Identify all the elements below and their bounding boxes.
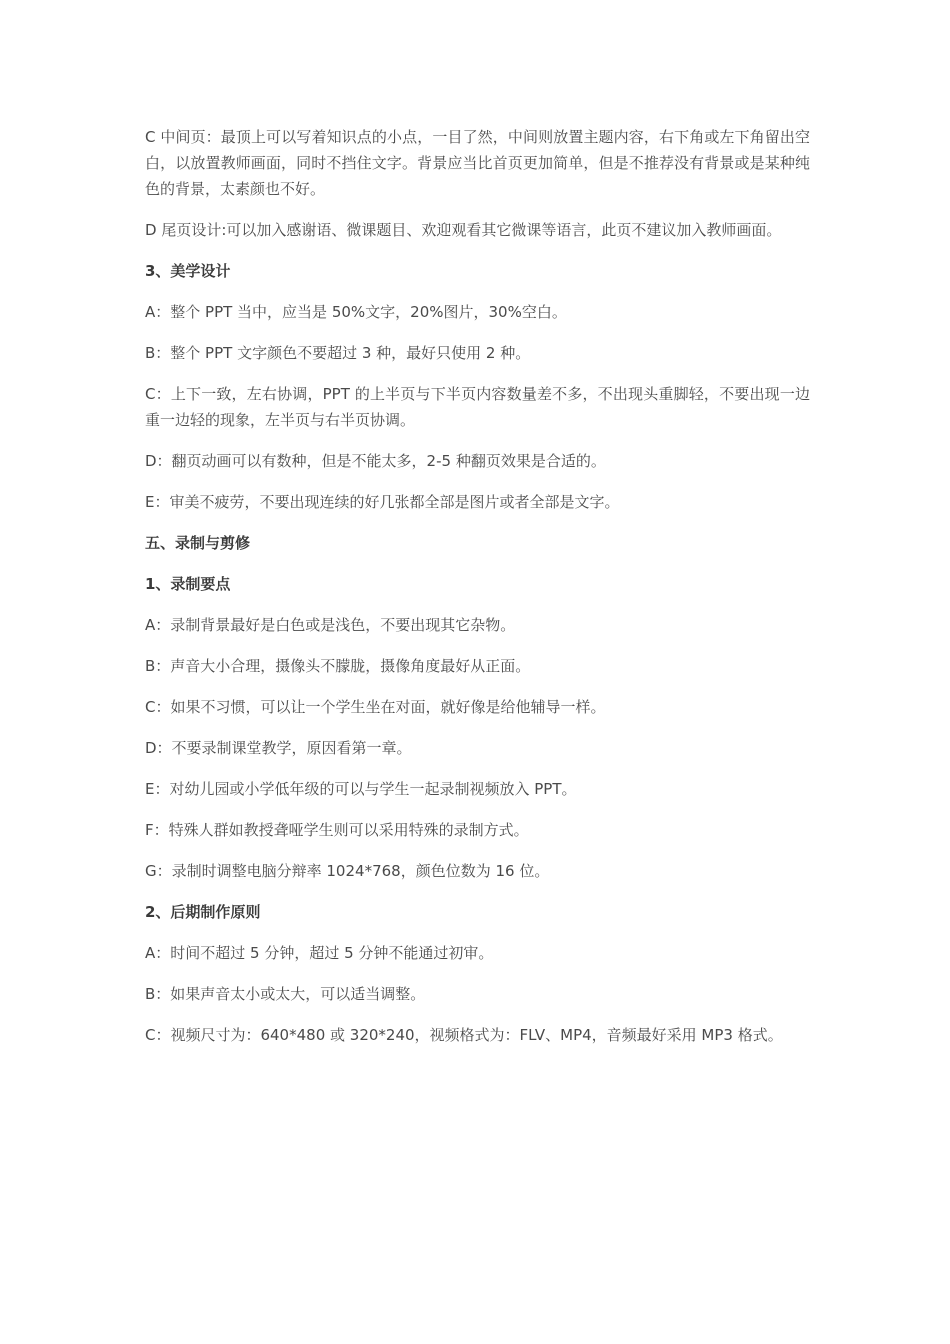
document-body — [145, 124, 810, 1063]
paragraph-aesthetic-d: D：翻页动画可以有数种，但是不能太多，2-5 种翻页效果是合适的。 — [145, 452, 606, 470]
paragraph-aesthetic-b: B：整个 PPT 文字颜色不要超过 3 种，最好只使用 2 种。 — [145, 344, 531, 362]
paragraph-end-page: D 尾页设计:可以加入感谢语、微课题目、欢迎观看其它微课等语言，此页不建议加入教师画面。 — [145, 221, 782, 239]
section-heading-post-production: 2、后期制作原则 — [145, 903, 261, 921]
paragraph-recording-e: E：对幼儿园或小学低年级的可以与学生一起录制视频放入 PPT。 — [145, 780, 577, 798]
paragraph-aesthetic-e: E：审美不疲劳，不要出现连续的好几张都全部是图片或者全部是文字。 — [145, 493, 620, 511]
chapter-heading-recording: 五、录制与剪修 — [145, 534, 251, 552]
section-heading-aesthetic-design: 3、美学设计 — [145, 262, 231, 280]
paragraph-recording-a: A：录制背景最好是白色或是浅色，不要出现其它杂物。 — [145, 616, 516, 634]
paragraph-post-a: A：时间不超过 5 分钟，超过 5 分钟不能通过初审。 — [145, 944, 494, 962]
paragraph-recording-g: G：录制时调整电脑分辩率 1024*768，颜色位数为 16 位。 — [145, 862, 550, 880]
paragraph-aesthetic-c: C：上下一致，左右协调，PPT 的上半页与下半页内容数量差不多，不出现头重脚轻，不要出现一边重一边轻的现象，左半页与右半页协调。 — [145, 385, 810, 429]
paragraph-aesthetic-a: A：整个 PPT 当中，应当是 50%文字，20%图片，30%空白。 — [145, 303, 567, 321]
paragraph-recording-f: F：特殊人群如教授聋哑学生则可以采用特殊的录制方式。 — [145, 821, 529, 839]
paragraph-recording-d: D：不要录制课堂教学，原因看第一章。 — [145, 739, 412, 757]
paragraph-post-c: C：视频尺寸为：640*480 或 320*240，视频格式为：FLV、MP4，音频最好采用 MP3 格式。 — [145, 1026, 783, 1044]
paragraph-recording-c: C：如果不习惯，可以让一个学生坐在对面，就好像是给他辅导一样。 — [145, 698, 606, 716]
paragraph-post-b: B：如果声音太小或太大，可以适当调整。 — [145, 985, 426, 1003]
paragraph-recording-b: B：声音大小合理，摄像头不朦胧，摄像角度最好从正面。 — [145, 657, 531, 675]
paragraph-middle-page: C 中间页：最顶上可以写着知识点的小点，一目了然，中间则放置主题内容，右下角或左下角留出空白，以放置教师画面，同时不挡住文字。背景应当比首页更加简单，但是不推荐没有背景或是某种纯色的背景，太素颜也不好。 — [145, 128, 810, 198]
section-heading-recording-points: 1、录制要点 — [145, 575, 231, 593]
